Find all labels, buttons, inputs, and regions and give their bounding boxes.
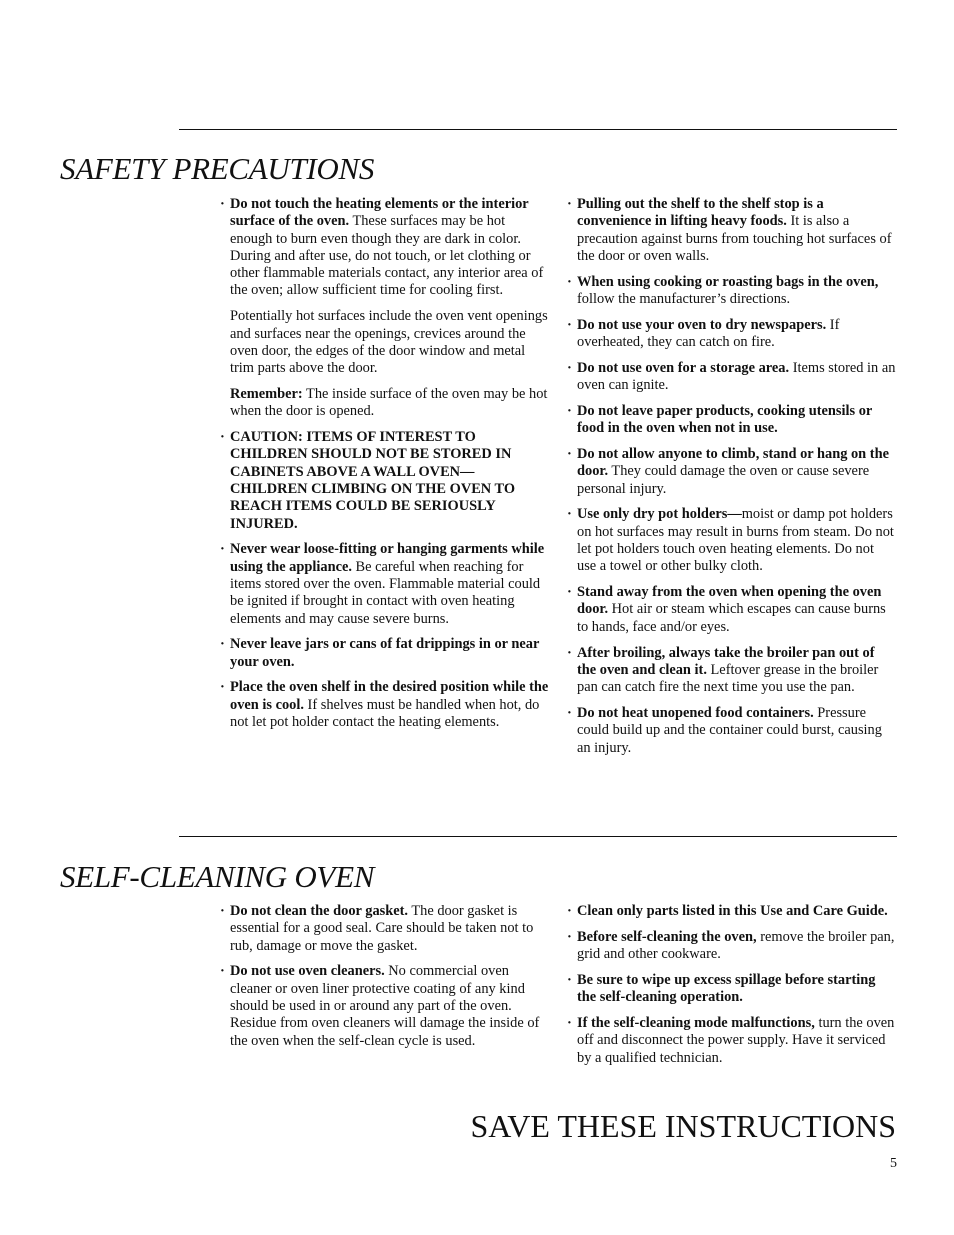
save-instructions-heading: SAVE THESE INSTRUCTIONS xyxy=(470,1108,896,1144)
list-item: · Clean only parts listed in this Use and Care Guide. xyxy=(568,903,896,920)
page-number: 5 xyxy=(890,1156,897,1171)
self-cleaning-oven-title: SELF-CLEANING OVEN xyxy=(60,859,375,894)
remember-note: Remember: The inside surface of the oven may be hot when the door is opened. xyxy=(230,385,548,420)
top-divider xyxy=(179,129,897,130)
list-item: · Do not heat unopened food containers. Pressure could build up and the container could burst, causing an injury. xyxy=(568,705,896,757)
safety-left-column xyxy=(221,196,549,740)
self-cleaning-left-column xyxy=(221,903,549,1058)
list-item: · Do not use oven cleaners. No commercial oven cleaner or oven liner protective coating of any kind should be used in or around any part of the oven. Residue from oven cleaners will damage the inside of the oven when the self-clean cycle is used. xyxy=(221,963,549,1049)
caution-item: · CAUTION: ITEMS OF INTEREST TO CHILDREN SHOULD NOT BE STORED IN CABINETS ABOVE A WALL OVEN—CHILDREN CLIMBING ON THE OVEN TO REACH ITEMS COULD BE SERIOUSLY INJURED. xyxy=(221,429,549,533)
list-item: · Pulling out the shelf to the shelf stop is a convenience in lifting heavy foods. It is also a precaution against burns from touching hot surfaces of the door or oven walls. xyxy=(568,196,896,265)
list-item: · Use only dry pot holders—moist or damp pot holders on hot surfaces may result in burns from steam. Do not let pot holders touch oven heating elements. Do not use a towel or other bulky cloth. xyxy=(568,506,896,575)
list-item: · Do not touch the heating elements or the interior surface of the oven. These surfaces may be hot enough to burn even though they are dark in color. During and after use, do not touch, or let clothing or other flammable materials contact, any interior area of the oven; allow sufficient time for cooling first. xyxy=(221,196,549,300)
list-item: · Stand away from the oven when opening the oven door. Hot air or steam which escapes can cause burns to hands, face and/or eyes. xyxy=(568,584,896,636)
list-item: · Do not leave paper products, cooking utensils or food in the oven when not in use. xyxy=(568,403,896,438)
list-item: · Do not allow anyone to climb, stand or hang on the door. They could damage the oven or cause severe personal injury. xyxy=(568,446,896,498)
safety-precautions-title: SAFETY PRECAUTIONS xyxy=(60,151,375,186)
list-item: · Do not clean the door gasket. The door gasket is essential for a good seal. Care should be taken not to rub, damage or move the gasket. xyxy=(221,903,549,955)
list-item: · After broiling, always take the broiler pan out of the oven and clean it. Leftover grease in the broiler pan can catch fire the next time you use the pan. xyxy=(568,645,896,697)
safety-right-column xyxy=(568,196,896,765)
list-item: · Be sure to wipe up excess spillage before starting the self-cleaning operation. xyxy=(568,972,896,1007)
list-item: · If the self-cleaning mode malfunctions, turn the oven off and disconnect the power supply. Have it serviced by a qualified technician. xyxy=(568,1015,896,1067)
list-item: · Never wear loose-fitting or hanging garments while using the appliance. Be careful when reaching for items stored over the oven. Flammable material could be ignited if brought in contact with oven heating elements and may cause severe burns. xyxy=(221,541,549,627)
list-item: · Do not use your oven to dry newspapers. If overheated, they can catch on fire. xyxy=(568,317,896,352)
list-item: · Do not use oven for a storage area. Items stored in an oven can ignite. xyxy=(568,360,896,395)
list-item: · When using cooking or roasting bags in the oven, follow the manufacturer’s directions. xyxy=(568,274,896,309)
self-cleaning-right-column xyxy=(568,903,896,1075)
middle-divider xyxy=(179,836,897,837)
list-item: · Place the oven shelf in the desired position while the oven is cool. If shelves must be handled when hot, do not let pot holder contact the heating elements. xyxy=(221,679,549,731)
list-item: · Never leave jars or cans of fat drippings in or near your oven. xyxy=(221,636,549,671)
list-item: · Before self-cleaning the oven, remove the broiler pan, grid and other cookware. xyxy=(568,929,896,964)
paragraph: Potentially hot surfaces include the oven vent openings and surfaces near the openings, crevices around the oven door, the edges of the door window and metal trim parts above the door. xyxy=(230,308,548,377)
